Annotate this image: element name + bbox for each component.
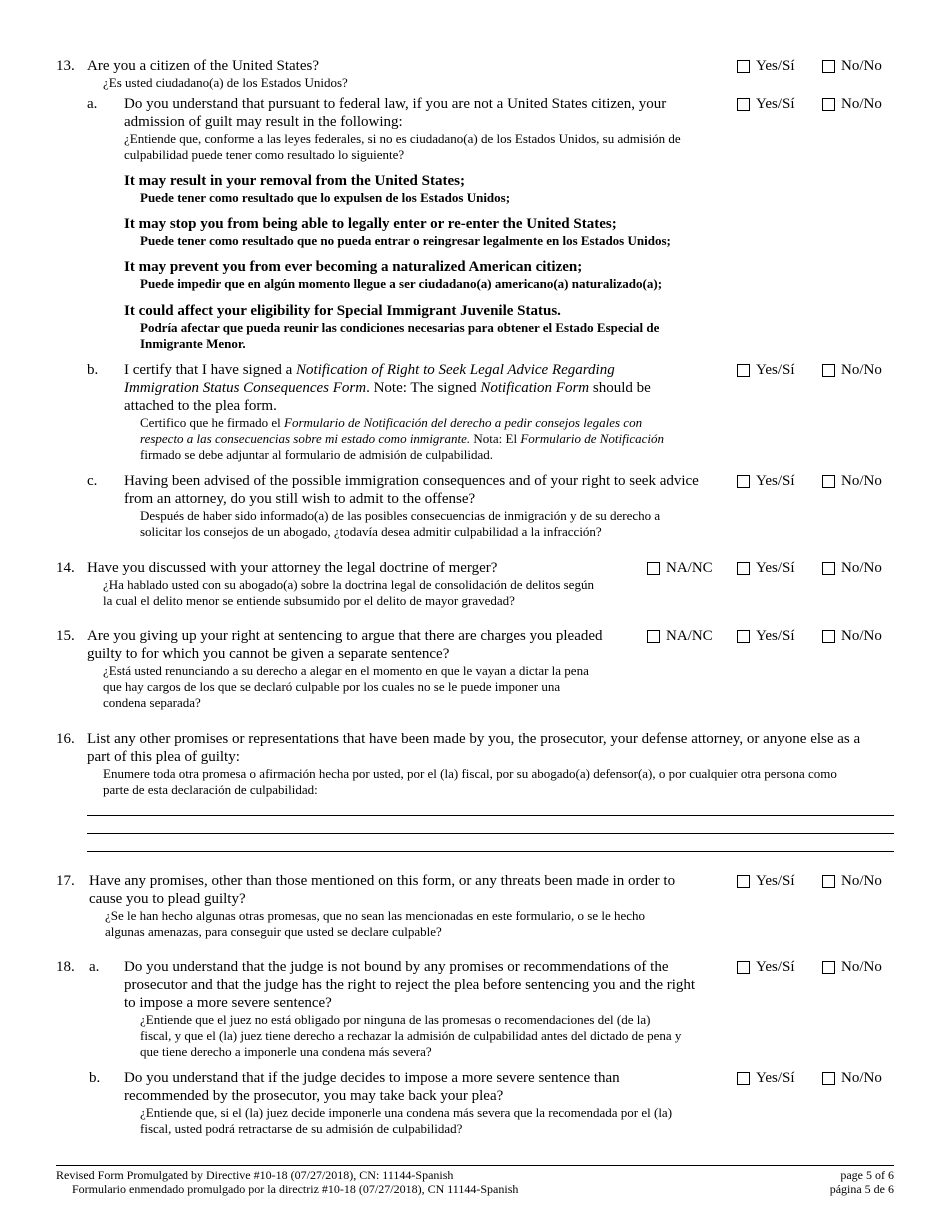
text-run: I certify that I have signed a xyxy=(124,362,297,378)
q17-spanish-line1: ¿Se le han hecho algunas otras promesas, que no sean las mencionadas en este formulario, o se le hecho xyxy=(105,908,646,923)
q15-na-checkbox[interactable] xyxy=(647,627,713,645)
q17-spanish-line2: algunas amenazas, para conseguir que usted se declare culpable? xyxy=(105,924,442,939)
consequence-2-spanish: Puede tener como resultado que no pueda entrar o reingresar legalmente en los Estados Unidos; xyxy=(140,233,671,248)
q15-spanish-line2: que hay cargos de los que se declaró culpable por los cuales no se le puede imponer una xyxy=(103,679,561,694)
q18b-spanish-line1: ¿Entiende que, si el (la) juez decide imponerle una condena más severa que la recomendada por el (la) xyxy=(140,1105,673,1120)
q13b-letter: b. xyxy=(87,362,99,378)
q17-yes-checkbox[interactable] xyxy=(737,872,795,890)
q13b-spanish-line2 xyxy=(140,431,664,447)
q13a-text-line1: Do you understand that pursuant to federal law, if you are not a United States citizen, your xyxy=(124,96,667,112)
checkbox-label: No/No xyxy=(841,58,882,74)
consequence-2: It may stop you from being able to legally enter or re-enter the United States; xyxy=(124,216,617,232)
checkbox-box[interactable] xyxy=(822,1072,835,1085)
q15-no-checkbox[interactable] xyxy=(822,627,882,645)
checkbox-box[interactable] xyxy=(737,1072,750,1085)
footer-page-es: página 5 de 6 xyxy=(829,1182,894,1196)
question-number-14: 14. xyxy=(56,560,75,576)
checkbox-box[interactable] xyxy=(822,98,835,111)
checkbox-box[interactable] xyxy=(737,875,750,888)
q13b-spanish-line3: firmado se debe adjuntar al formulario de admisión de culpabilidad. xyxy=(140,447,494,462)
checkbox-label: No/No xyxy=(841,873,882,889)
text-run: Nota: El xyxy=(470,431,521,446)
q13b-spanish-line1 xyxy=(140,415,642,431)
q18b-spanish-line2: fiscal, usted podrá retractarse de su admisión de culpabilidad? xyxy=(140,1121,463,1136)
answer-line-1[interactable] xyxy=(87,815,894,816)
q15-text-line1: Are you giving up your right at sentencing to argue that there are charges you pleaded xyxy=(87,628,603,644)
checkbox-label: NA/NC xyxy=(666,560,713,576)
question-number-16: 16. xyxy=(56,731,75,747)
q13c-yes-checkbox[interactable] xyxy=(737,472,795,490)
checkbox-box[interactable] xyxy=(822,562,835,575)
q18a-spanish-line2: fiscal, y que el (la) juez tiene derecho a rechazar la admisión de culpabilidad antes del dictado de pena y xyxy=(140,1028,682,1043)
consequence-4: It could affect your eligibility for Special Immigrant Juvenile Status. xyxy=(124,303,561,319)
q13b-yes-checkbox[interactable] xyxy=(737,361,795,379)
q13c-letter: c. xyxy=(87,473,98,489)
checkbox-label: NA/NC xyxy=(666,628,713,644)
q18a-text-line2: prosecutor and that the judge has the right to reject the plea before sentencing you and the right xyxy=(124,977,696,993)
footer-page-en: page 5 of 6 xyxy=(840,1168,894,1182)
q15-text-line2: guilty to for which you cannot be given a separate sentence? xyxy=(87,646,450,662)
q13a-yes-checkbox[interactable] xyxy=(737,95,795,113)
q18a-text-line1: Do you understand that the judge is not bound by any promises or recommendations of the xyxy=(124,959,669,975)
q18a-spanish-line3: que tiene derecho a imponerle una condena más severa? xyxy=(140,1044,432,1059)
checkbox-label: No/No xyxy=(841,362,882,378)
q13a-text-line2: admission of guilt may result in the following: xyxy=(124,114,403,130)
q18a-no-checkbox[interactable] xyxy=(822,958,882,976)
q13b-text-line3: attached to the plea form. xyxy=(124,398,277,414)
answer-line-2[interactable] xyxy=(87,833,894,834)
q13c-no-checkbox[interactable] xyxy=(822,472,882,490)
q14-spanish-line2: la cual el delito menor se entiende subsumido por el delito de mayor gravedad? xyxy=(103,593,515,608)
checkbox-label: No/No xyxy=(841,1070,882,1086)
q13c-spanish-line1: Después de haber sido informado(a) de las posibles consecuencias de inmigración y de su derecho a xyxy=(140,508,661,523)
checkbox-label: No/No xyxy=(841,560,882,576)
checkbox-box[interactable] xyxy=(737,630,750,643)
text-run: Certifico que he firmado el xyxy=(140,415,285,430)
q14-no-checkbox[interactable] xyxy=(822,559,882,577)
form-title: respecto a las consecuencias sobre mi estado como inmigrante. xyxy=(140,431,471,446)
checkbox-label: Yes/Sí xyxy=(756,560,795,576)
q18a-letter: a. xyxy=(89,959,100,975)
checkbox-box[interactable] xyxy=(822,364,835,377)
q13c-spanish-line2: solicitar los consejos de un abogado, ¿todavía desea admitir culpabilidad a la infracción? xyxy=(140,524,602,539)
q13a-no-checkbox[interactable] xyxy=(822,95,882,113)
q13b-text-line1 xyxy=(124,361,615,379)
checkbox-label: Yes/Sí xyxy=(756,96,795,112)
text-run: should be xyxy=(589,380,651,396)
q14-na-checkbox[interactable] xyxy=(647,559,713,577)
checkbox-box[interactable] xyxy=(647,630,660,643)
checkbox-label: No/No xyxy=(841,959,882,975)
checkbox-box[interactable] xyxy=(822,875,835,888)
checkbox-box[interactable] xyxy=(737,961,750,974)
q18a-spanish-line1: ¿Entiende que el juez no está obligado por ninguna de las promesas o recomendaciones del (de la) xyxy=(140,1012,651,1027)
checkbox-label: Yes/Sí xyxy=(756,473,795,489)
footer-rule xyxy=(56,1165,894,1166)
checkbox-box[interactable] xyxy=(737,60,750,73)
q18b-yes-checkbox[interactable] xyxy=(737,1069,795,1087)
q15-spanish-line3: condena separada? xyxy=(103,695,201,710)
checkbox-box[interactable] xyxy=(737,98,750,111)
checkbox-label: Yes/Sí xyxy=(756,58,795,74)
checkbox-box[interactable] xyxy=(647,562,660,575)
q13a-spanish-line2: culpabilidad puede tener como resultado lo siguiente? xyxy=(124,147,405,162)
checkbox-label: Yes/Sí xyxy=(756,1070,795,1086)
q13b-no-checkbox[interactable] xyxy=(822,361,882,379)
checkbox-label: Yes/Sí xyxy=(756,873,795,889)
checkbox-label: No/No xyxy=(841,628,882,644)
checkbox-box[interactable] xyxy=(737,562,750,575)
q18b-no-checkbox[interactable] xyxy=(822,1069,882,1087)
q16-text-line1: List any other promises or representations that have been made by you, the prosecutor, your defense attorney, or anyone else as a xyxy=(87,731,861,747)
form-title: Immigration Status Consequences Form xyxy=(124,380,367,396)
question-number-18: 18. xyxy=(56,959,75,975)
q13c-text-line2: from an attorney, do you still wish to admit to the offense? xyxy=(124,491,476,507)
q17-no-checkbox[interactable] xyxy=(822,872,882,890)
q13a-letter: a. xyxy=(87,96,98,112)
checkbox-label: No/No xyxy=(841,473,882,489)
consequence-4-spanish-line2: Inmigrante Menor. xyxy=(140,336,246,351)
text-run: . Note: The signed xyxy=(366,380,481,396)
q13b-text-line2 xyxy=(124,379,651,397)
consequence-3-spanish: Puede impedir que en algún momento llegue a ser ciudadano(a) americano(a) naturalizado(a); xyxy=(140,276,663,291)
consequence-4-spanish-line1: Podría afectar que pueda reunir las condiciones necesarias para obtener el Estado Especial de xyxy=(140,320,660,335)
consequence-1-spanish: Puede tener como resultado que lo expulsen de los Estados Unidos; xyxy=(140,190,511,205)
checkbox-label: Yes/Sí xyxy=(756,628,795,644)
checkbox-box[interactable] xyxy=(822,961,835,974)
q18b-text-line1: Do you understand that if the judge decides to impose a more severe sentence than xyxy=(124,1070,620,1086)
answer-line-3[interactable] xyxy=(87,851,894,852)
q14-yes-checkbox[interactable] xyxy=(737,559,795,577)
footer-revision-en: Revised Form Promulgated by Directive #10-18 (07/27/2018), CN: 11144-Spanish xyxy=(56,1168,454,1182)
form-title: Notification Form xyxy=(480,380,590,396)
q16-spanish-line2: parte de esta declaración de culpabilidad: xyxy=(103,782,318,797)
question-number-17: 17. xyxy=(56,873,75,889)
form-title: Notification of Right to Seek Legal Advice Regarding xyxy=(296,362,615,378)
footer-revision-es: Formulario enmendado promulgado por la directriz #10-18 (07/27/2018), CN 11144-Spanish xyxy=(72,1182,519,1196)
consequence-3: It may prevent you from ever becoming a naturalized American citizen; xyxy=(124,259,583,275)
q13-text-spanish: ¿Es usted ciudadano(a) de los Estados Unidos? xyxy=(103,75,348,90)
checkbox-label: No/No xyxy=(841,96,882,112)
q13a-spanish-line1: ¿Entiende que, conforme a las leyes federales, si no es ciudadano(a) de los Estados Unidos, su admisión de xyxy=(124,131,681,146)
checkbox-box[interactable] xyxy=(822,630,835,643)
form-title: Formulario de Notificación xyxy=(520,431,665,446)
checkbox-box[interactable] xyxy=(822,475,835,488)
consequence-1: It may result in your removal from the United States; xyxy=(124,173,465,189)
q18a-yes-checkbox[interactable] xyxy=(737,958,795,976)
q18a-text-line3: to impose a more severe sentence? xyxy=(124,995,332,1011)
q13-no-checkbox[interactable] xyxy=(822,57,882,75)
q13-yes-checkbox[interactable] xyxy=(737,57,795,75)
q18b-letter: b. xyxy=(89,1070,101,1086)
checkbox-label: Yes/Sí xyxy=(756,362,795,378)
q14-spanish-line1: ¿Ha hablado usted con su abogado(a) sobre la doctrina legal de consolidación de delitos según xyxy=(103,577,594,592)
checkbox-label: Yes/Sí xyxy=(756,959,795,975)
question-number-13: 13. xyxy=(56,58,75,74)
checkbox-box[interactable] xyxy=(737,364,750,377)
q16-spanish-line1: Enumere toda otra promesa o afirmación hecha por usted, por el (la) fiscal, por su abogado(a) defensor(a), o por cualquier otra persona como xyxy=(103,766,837,781)
q14-text: Have you discussed with your attorney the legal doctrine of merger? xyxy=(87,560,498,576)
question-number-15: 15. xyxy=(56,628,75,644)
checkbox-box[interactable] xyxy=(822,60,835,73)
q17-text-line2: cause you to plead guilty? xyxy=(89,891,246,907)
q13-text: Are you a citizen of the United States? xyxy=(87,58,320,74)
q13c-text-line1: Having been advised of the possible immigration consequences and of your right to seek advice xyxy=(124,473,699,489)
q17-text-line1: Have any promises, other than those mentioned on this form, or any threats been made in order to xyxy=(89,873,676,889)
q15-yes-checkbox[interactable] xyxy=(737,627,795,645)
form-title: Formulario de Notificación del derecho a pedir consejos legales con xyxy=(284,415,643,430)
q15-spanish-line1: ¿Está usted renunciando a su derecho a alegar en el momento en que le vayan a dictar la pena xyxy=(103,663,589,678)
q18b-text-line2: recommended by the prosecutor, you may take back your plea? xyxy=(124,1088,504,1104)
checkbox-box[interactable] xyxy=(737,475,750,488)
q16-text-line2: part of this plea of guilty: xyxy=(87,749,240,765)
